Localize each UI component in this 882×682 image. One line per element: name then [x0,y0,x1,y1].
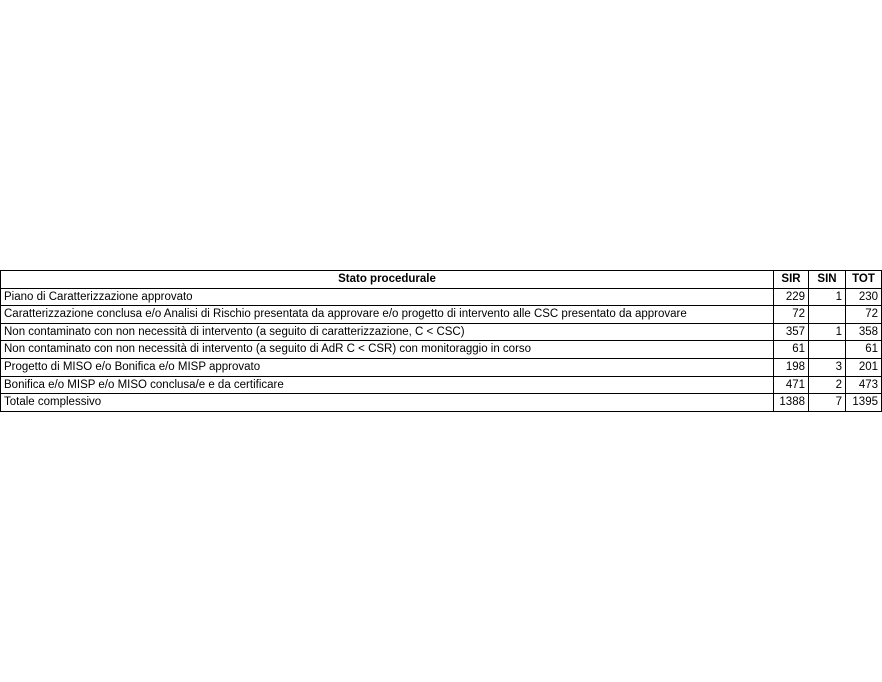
header-tot: TOT [846,271,882,289]
table-row [1,358,882,376]
status-cell: Piano di Caratterizzazione approvato [1,288,774,306]
tot-cell: 72 [846,306,882,324]
header-status: Stato procedurale [1,271,774,289]
sin-cell [809,306,846,324]
header-sir: SIR [774,271,809,289]
total-row [1,394,882,412]
table-row [1,376,882,394]
sir-cell: 198 [774,358,809,376]
sir-cell: 61 [774,341,809,359]
status-cell: Non contaminato con non necessità di intervento (a seguito di caratterizzazione, C < CSC) [1,323,774,341]
total-tot: 1395 [846,394,882,412]
total-label: Totale complessivo [1,394,774,412]
header-row [1,271,882,289]
table-row [1,306,882,324]
status-cell: Caratterizzazione conclusa e/o Analisi di Rischio presentata da approvare e/o progetto di intervento alle CSC presentato da approvare [1,306,774,324]
status-table [0,270,882,412]
sir-cell: 229 [774,288,809,306]
tot-cell: 473 [846,376,882,394]
status-cell: Bonifica e/o MISP e/o MISO conclusa/e e da certificare [1,376,774,394]
sin-cell: 1 [809,323,846,341]
sir-cell: 471 [774,376,809,394]
tot-cell: 61 [846,341,882,359]
header-sin: SIN [809,271,846,289]
sin-cell [809,341,846,359]
sir-cell: 357 [774,323,809,341]
sin-cell: 2 [809,376,846,394]
table-row [1,323,882,341]
total-sin: 7 [809,394,846,412]
sin-cell: 1 [809,288,846,306]
table-row [1,341,882,359]
tot-cell: 358 [846,323,882,341]
status-cell: Non contaminato con non necessità di intervento (a seguito di AdR C < CSR) con monitoraggio in corso [1,341,774,359]
table-row [1,288,882,306]
tot-cell: 201 [846,358,882,376]
sir-cell: 72 [774,306,809,324]
total-sir: 1388 [774,394,809,412]
tot-cell: 230 [846,288,882,306]
status-cell: Progetto di MISO e/o Bonifica e/o MISP approvato [1,358,774,376]
sin-cell: 3 [809,358,846,376]
